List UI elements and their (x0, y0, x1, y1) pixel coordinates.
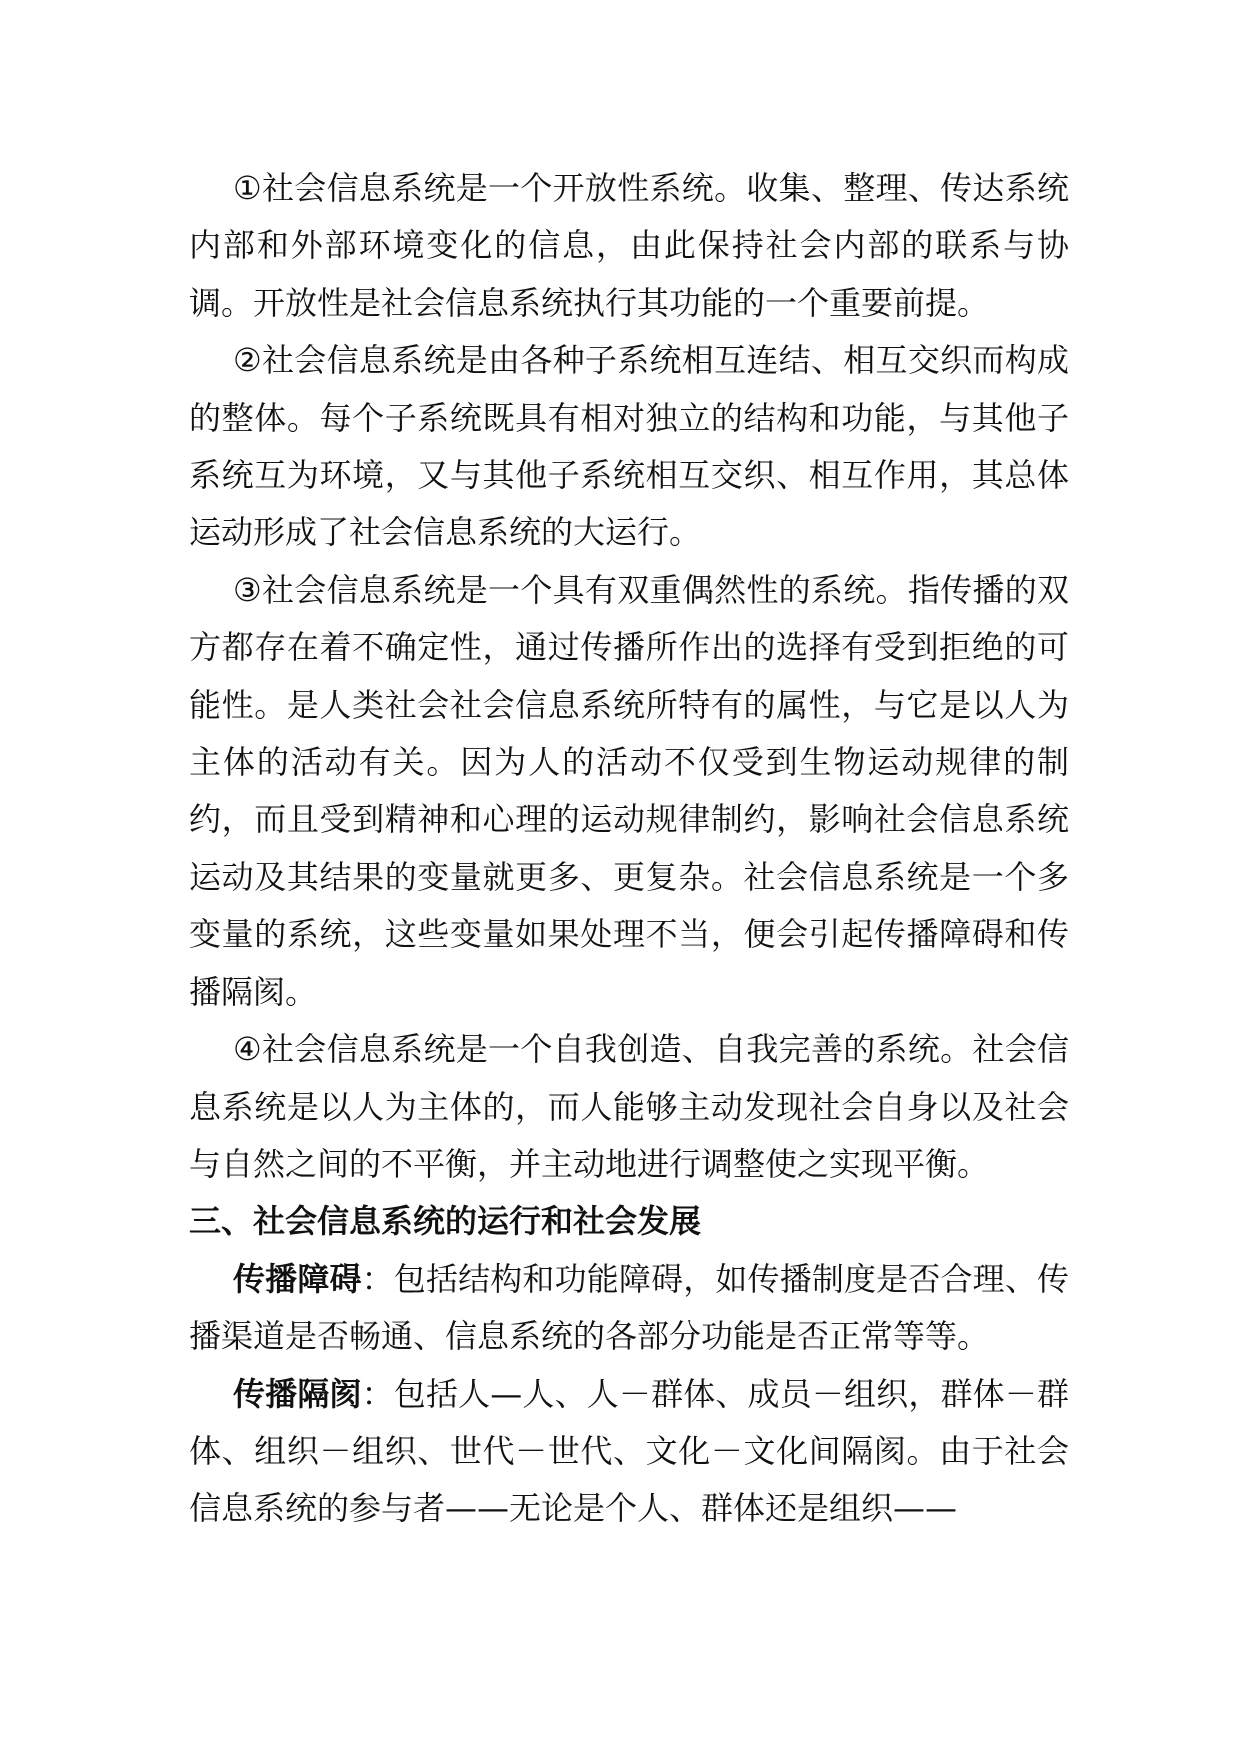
paragraph-subsystems: ②社会信息系统是由各种子系统相互连结、相互交织而构成的整体。每个子系统既具有相对独立的结构和功能，与其他子系统互为环境，又与其他子系统相互交织、相互作用，其总体运动形成了社会信息系统的大运行。 (189, 341, 1069, 552)
paragraph-self-creation: ④社会信息系统是一个自我创造、自我完善的系统。社会信息系统是以人为主体的，而人能够主动发现社会自身以及社会与自然之间的不平衡，并主动地进行调整使之实现平衡。 (189, 1030, 1069, 1183)
term-communication-gap: 传播隔阂 (233, 1374, 362, 1413)
section-heading: 三、社会信息系统的运行和社会发展 (189, 1202, 702, 1241)
term-communication-barrier: 传播障碍 (233, 1259, 362, 1298)
paragraph-communication-gap (189, 1366, 1069, 1538)
document-page (189, 160, 1069, 1538)
definition-communication-gap: ：包括人—人、人－群体、成员－组织，群体－群体、组织－组织、世代－世代、文化－文化间隔阂。由于社会信息系统的参与者——无论是个人、群体还是组织—— (189, 1374, 1069, 1528)
paragraph-double-contingency: ③社会信息系统是一个具有双重偶然性的系统。指传播的双方都存在着不确定性，通过传播所作出的选择有受到拒绝的可能性。是人类社会社会信息系统所特有的属性，与它是以人为主体的活动有关。因为人的活动不仅受到生物运动规律的制约，而且受到精神和心理的运动规律制约，影响社会信息系统运动及其结果的变量就更多、更复杂。社会信息系统是一个多变量的系统，这些变量如果处理不当，便会引起传播障碍和传播隔阂。 (189, 570, 1069, 1011)
paragraph-open-system: ①社会信息系统是一个开放性系统。收集、整理、传达系统内部和外部环境变化的信息，由此保持社会内部的联系与协调。开放性是社会信息系统执行其功能的一个重要前提。 (189, 169, 1069, 322)
definition-communication-barrier: ：包括结构和功能障碍，如传播制度是否合理、传播渠道是否畅通、信息系统的各部分功能是否正常等等。 (189, 1259, 1069, 1356)
paragraph-communication-barrier (189, 1251, 1069, 1366)
